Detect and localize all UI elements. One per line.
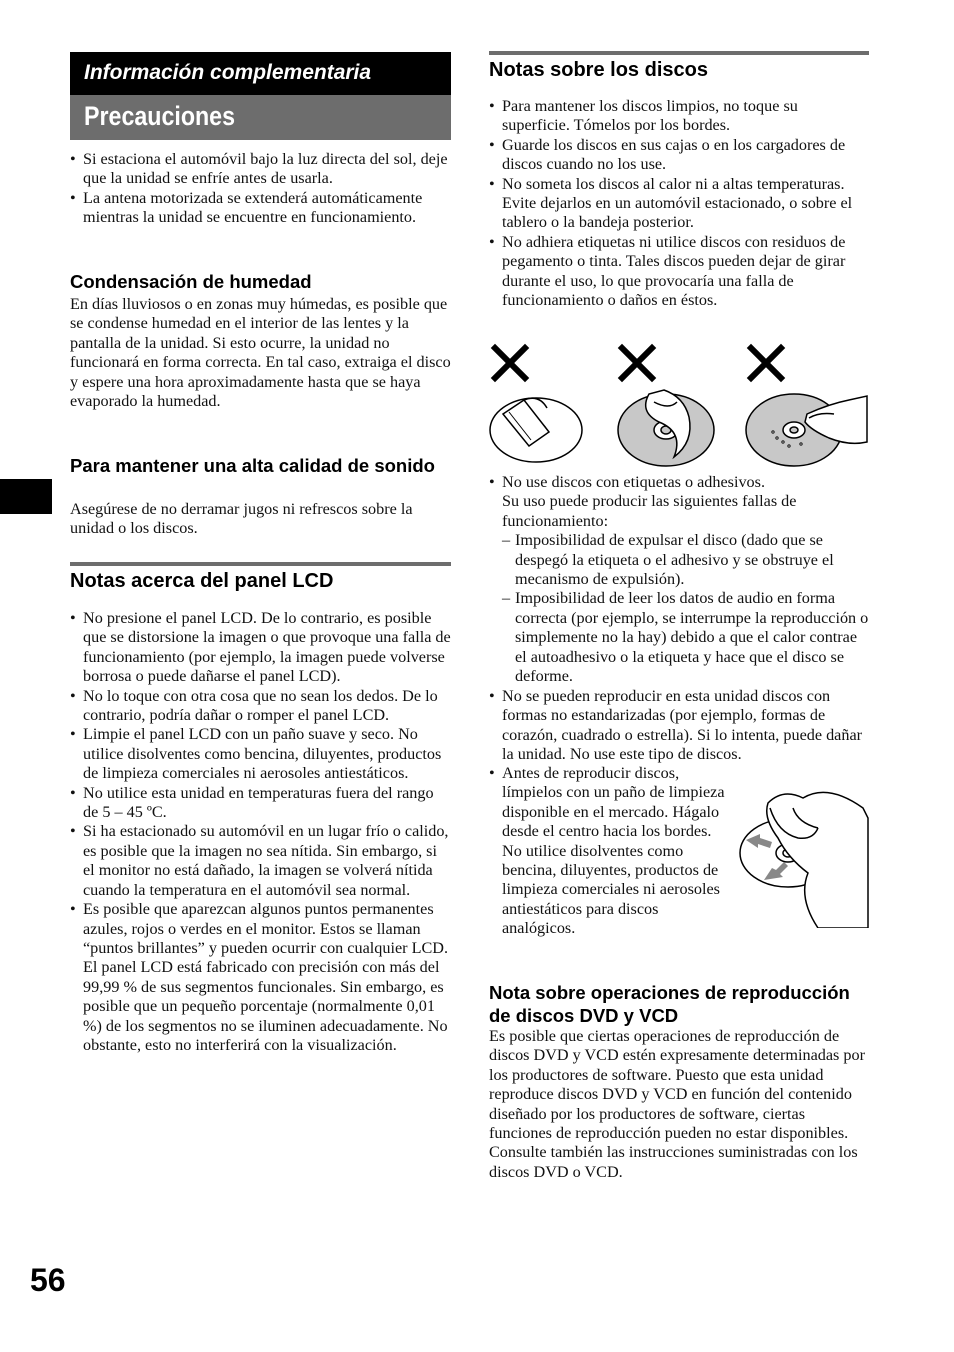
label-note (489, 473, 869, 686)
page-title (70, 95, 451, 140)
prohibited-x-icon (751, 348, 781, 378)
disc-prohibited-illustrations (489, 342, 869, 467)
list-item: • Limpie el panel LCD con un paño suave y seco. No utilice disolventes como bencina, diluyentes, productos de limpieza comerciales ni aerosoles antiestáticos. (70, 725, 451, 783)
list-item: • No se pueden reproducir en esta unidad discos con formas no estandarizadas (por ejemplo, formas de corazón, cuadrado o estrella). Si lo intenta, puede dañar la unidad. No use este tipo de discos. (489, 687, 869, 765)
list-item: • Guarde los discos en sus cajas o en los cargadores de discos cuando no los use. (489, 136, 869, 175)
disc-with-peeling-label-illustration (618, 390, 714, 466)
page-number: 56 (30, 1262, 66, 1298)
list-item: • La antena motorizada se extenderá automáticamente mientras la unidad se encuentre en funcionamiento. (70, 189, 451, 228)
list-item: • No presione el panel LCD. De lo contrario, es posible que se distorsione la imagen o que provoque una falla de funcionamiento (por ejemplo, la imagen puede volverse borrosa o puede dañarse el panel LCD). (70, 609, 451, 687)
lcd-section-rule (70, 562, 451, 566)
bullet-marker: • (489, 473, 495, 491)
list-item: • No utilice esta unidad en temperaturas fuera del rango de 5 – 45 ºC. (70, 784, 451, 823)
list-item: • Si estaciona el automóvil bajo la luz directa del sol, deje que la unidad se enfríe antes de usarla. (70, 150, 451, 189)
list-item: • No lo toque con otra cosa que no sean los dedos. De lo contrario, podría dañar o romper el panel LCD. (70, 687, 451, 726)
page-title-text: Precauciones (84, 101, 236, 131)
label-note-line2: Su uso puede producir las siguientes fallas de funcionamiento: (502, 492, 797, 530)
label-note-dashes (502, 531, 869, 686)
list-item: • No someta los discos al calor ni a altas temperaturas. Evite dejarlos en un automóvil estacionado, o sobre el tablero o la bandeja posterior. (489, 175, 869, 233)
chapter-tab-marker (0, 479, 52, 514)
list-item: – Imposibilidad de expulsar el disco (dado que se despegó la etiqueta o el adhesivo y se obstruye el mecanismo de expulsión). (502, 531, 869, 589)
list-item: – Imposibilidad de leer los datos de audio en forma correcta (por ejemplo, se interrumpe la reproducción o simplemente no la hay) debido a que el calor contrae el autoadhesivo o la etiqueta y hace que el disco se deforme. (502, 589, 869, 686)
disc-bullets (489, 97, 869, 310)
list-item: • Antes de reproducir discos, límpielos con un paño de limpieza disponible en el mercado. Hágalo desde el centro hacia los bordes. No utilice disolventes como bencina, diluyentes, productos de limpieza comerciales ni aerosoles antiestáticos para discos analógicos. (489, 764, 725, 939)
sound-quality-text: Asegúrese de no derramar jugos ni refrescos sobre la unidad o los discos. (70, 500, 413, 538)
hand-cleaning-disc-illustration (738, 778, 870, 928)
disc-with-label-illustration (490, 398, 582, 462)
discs-heading: Notas sobre los discos (489, 59, 708, 81)
dvd-note-text: Es posible que ciertas operaciones de reproducción de discos DVD y VCD estén expresamente determinadas por los productores de software. Puesto que esta unidad reproduce discos DVD y VCD en función del contenido diseñado por los productores de software, ciertas funciones de reproducción pueden no estar disponibles. Consulte también las instrucciones suministradas con los discos DVD o VCD. (489, 1027, 865, 1181)
sound-quality-heading: Para mantener una alta calidad de sonido (70, 455, 435, 476)
condensation-heading: Condensación de humedad (70, 271, 312, 292)
label-note-line1: No use discos con etiquetas o adhesivos. (502, 473, 765, 491)
dvd-note-heading: Nota sobre operaciones de reproducción de discos DVD y VCD (489, 982, 850, 1026)
lcd-heading: Notas acerca del panel LCD (70, 570, 334, 592)
list-item: • Es posible que aparezcan algunos puntos permanentes azules, rojos o verdes en el monitor. Estos se llaman “puntos brillantes” y pueden ocurrir con cualquier LCD. El panel LCD está fabricado con precisión con más del 99,99 % de sus segmentos funcionales. Sin embargo, es posible que un pequeño porcentaje (normalmente 0,01 %) de los segmentos no se iluminen adecuadamente. No obstante, esto no interferirá con la visualización. (70, 900, 451, 1055)
intro-bullets (70, 150, 451, 228)
list-item: • No adhiera etiquetas ni utilice discos con residuos de pegamento o tinta. Tales discos pueden dejar de girar durante el uso, lo que provocaría una falla de funcionamiento o daños en éstos. (489, 233, 869, 311)
discs-section-rule (489, 51, 869, 55)
shape-note-list (489, 687, 869, 765)
disc-with-fingerprint-illustration (746, 394, 867, 466)
prohibited-x-icon (495, 348, 525, 378)
list-item: • Si ha estacionado su automóvil en un lugar frío o calido, es posible que la imagen no sea nítida. Sin embargo, si el monitor no está dañado, la imagen se volverá nítida cuando la temperatura en el automóvil sea normal. (70, 822, 451, 900)
lcd-bullets (70, 609, 451, 1055)
condensation-text: En días lluviosos o en zonas muy húmedas, es posible que se condense humedad en el interior de las lentes y la pantalla de la unidad. Si esto ocurre, la unidad no funcionará en forma correcta. En tal caso, extraiga el disco y espere una hora aproximadamente hasta que se haya evaporado la humedad. (70, 295, 451, 411)
section-header: Información complementaria (70, 52, 451, 95)
clean-note-list (489, 764, 725, 939)
list-item: • Para mantener los discos limpios, no toque su superficie. Tómelos por los bordes. (489, 97, 869, 136)
prohibited-x-icon (622, 348, 652, 378)
